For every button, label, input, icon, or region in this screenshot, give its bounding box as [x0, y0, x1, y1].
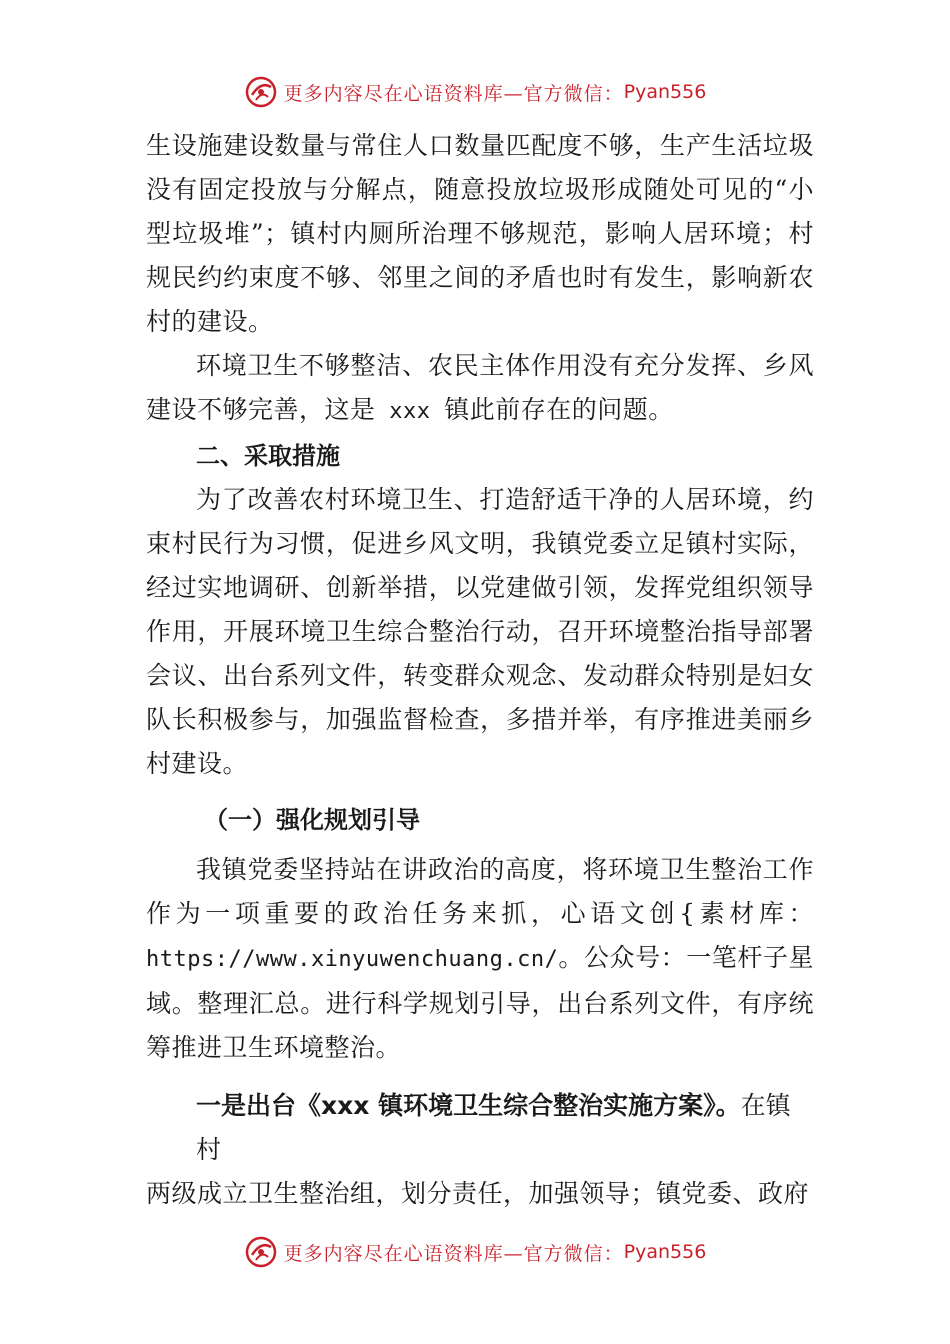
placeholder-code: xxx [375, 399, 445, 424]
paragraph: 两级成立卫生整治组，划分责任，加强领导；镇党委、政府 [146, 1179, 810, 1208]
paragraph [146, 848, 814, 1070]
subsection-heading: （一）强化规划引导 [204, 806, 420, 834]
banner-contact: Pyan556 [623, 1241, 707, 1263]
footer-banner [0, 1232, 950, 1272]
url-text: https://www.xinyuwenchuang.cn/ [146, 947, 559, 972]
document-body [146, 124, 814, 1216]
paragraph-text: 镇此前存在的问题。 [444, 395, 674, 424]
paragraph-text: 环境卫生不够整洁、农民主体作用没有充分发挥、乡风建设不够完善，这是 [146, 351, 814, 424]
paragraph [146, 1084, 814, 1172]
section-heading: 二、采取措施 [196, 442, 340, 470]
paragraph: 生设施建设数量与常住人口数量匹配度不够，生产生活垃圾没有固定投放与分解点，随意投放垃圾形成随处可见的“小型垃圾堆”；镇村内厕所治理不够规范，影响人居环境；村规民约约束度不够、邻里之间的矛盾也时有发生，影响新农村的建设。 [146, 131, 814, 336]
paragraph-text: 我镇党委坚持站在讲政治的高度，将环境卫生整治工作作为一项重要的政治任务来抓，心语文创{素材库： [146, 855, 814, 928]
logo-icon [244, 75, 278, 109]
logo-icon [244, 1235, 278, 1269]
banner-text: 更多内容尽在心语资料库—官方微信： [283, 82, 624, 105]
bold-lead-text: 一是出台《xxx 镇环境卫生综合整治实施方案》。 [196, 1091, 741, 1120]
paragraph [146, 344, 814, 434]
header-banner [0, 72, 950, 112]
paragraph-text: 。公众号：一笔杆子星域。整理汇总。进行科学规划引导，出台系列文件，有序统筹推进卫生环境整治。 [146, 943, 814, 1062]
banner-contact: Pyan556 [623, 81, 707, 103]
banner-text: 更多内容尽在心语资料库—官方微信： [283, 1242, 624, 1265]
paragraph: 为了改善农村环境卫生、打造舒适干净的人居环境，约束村民行为习惯，促进乡风文明，我镇党委立足镇村实际， 经过实地调研、创新举措，以党建做引领，发挥党组织领导作用，开展环境卫生综合整治行动，召开环境整治指导部署会议、出台系列文件，转变群众观念、发动群众特别是妇女队长积极参与，加强监督检查，多措并举，有序推进美丽乡村建设。 [146, 485, 814, 778]
paragraph-text: 在镇村 [196, 1091, 791, 1164]
